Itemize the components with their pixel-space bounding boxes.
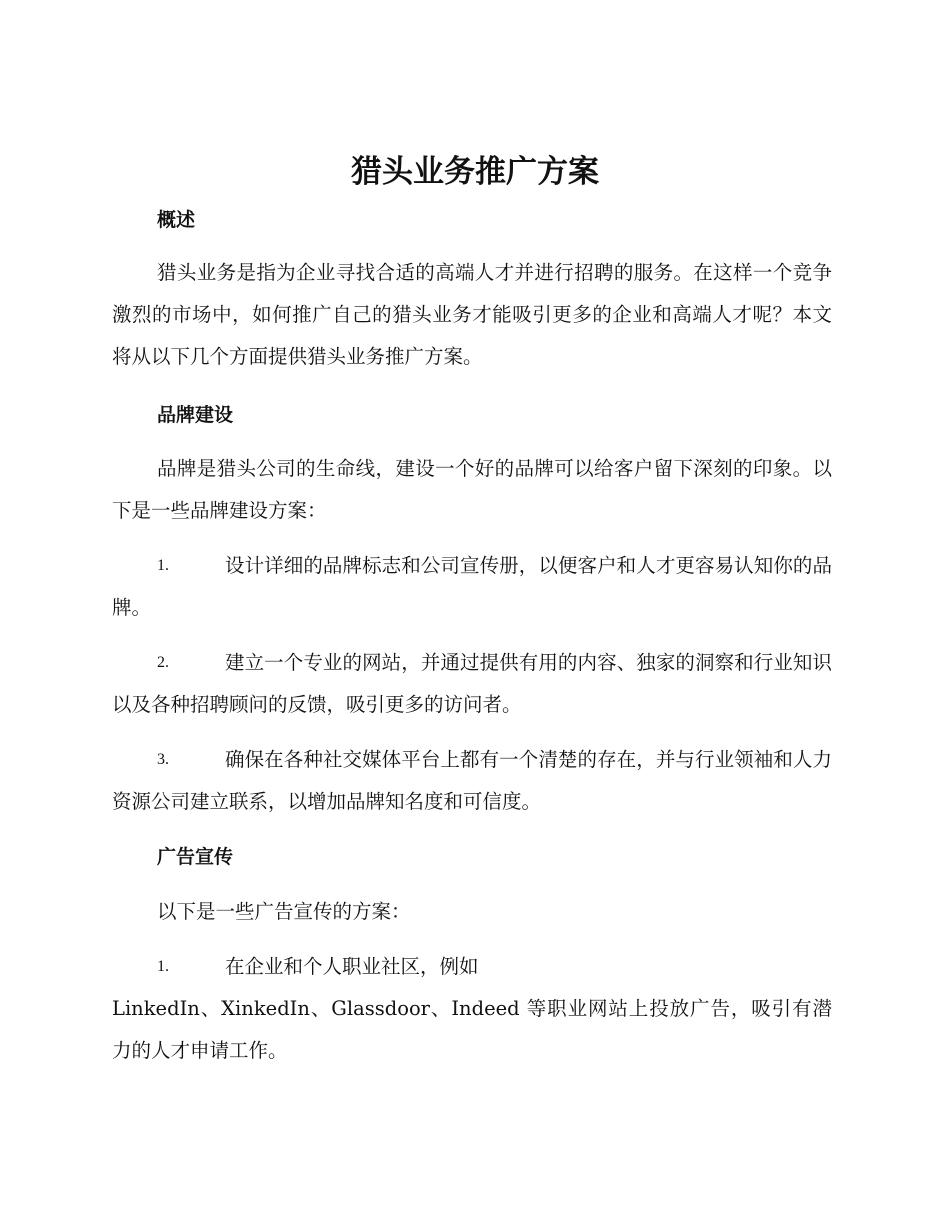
list-item-text-line1: 在企业和个人职业社区，例如: [225, 955, 479, 978]
section-heading-advertising: 广告宣传: [157, 846, 234, 868]
brand-list-item-2: [112, 642, 832, 726]
list-number: 1.: [157, 958, 169, 975]
section-heading-brand: 品牌建设: [157, 404, 234, 426]
brand-list-item-1: [112, 545, 832, 629]
list-item-text: 建立一个专业的网站，并通过提供有用的内容、独家的洞察和行业知识以及各种招聘顾问的反馈，吸引更多的访问者。: [112, 651, 832, 716]
brand-paragraph: 品牌是猎头公司的生命线，建设一个好的品牌可以给客户留下深刻的印象。以下是一些品牌建设方案：: [112, 457, 832, 522]
list-number: 2.: [157, 654, 169, 671]
brand-list-item-3: [112, 739, 832, 823]
overview-paragraph: 猎头业务是指为企业寻找合适的高端人才并进行招聘的服务。在这样一个竞争激烈的市场中，如何推广自己的猎头业务才能吸引更多的企业和高端人才呢？本文将从以下几个方面提供猎头业务推广方案。: [112, 261, 832, 368]
list-item-text-rest: LinkedIn、XinkedIn、Glassdoor、Indeed 等职业网站上投放广告，吸引有潜力的人才申请工作。: [112, 997, 832, 1062]
section-heading-overview: 概述: [157, 209, 196, 231]
document-title: 猎头业务推广方案: [351, 154, 599, 190]
list-number: 1.: [157, 557, 169, 574]
advertising-paragraph: 以下是一些广告宣传的方案：: [157, 900, 411, 923]
list-number: 3.: [157, 751, 169, 768]
list-item-text: 设计详细的品牌标志和公司宣传册，以便客户和人才更容易认知你的品牌。: [112, 554, 832, 619]
advertising-list-item-1: [112, 946, 832, 1072]
list-item-text: 确保在各种社交媒体平台上都有一个清楚的存在，并与行业领袖和人力资源公司建立联系，以增加品牌知名度和可信度。: [112, 748, 832, 813]
